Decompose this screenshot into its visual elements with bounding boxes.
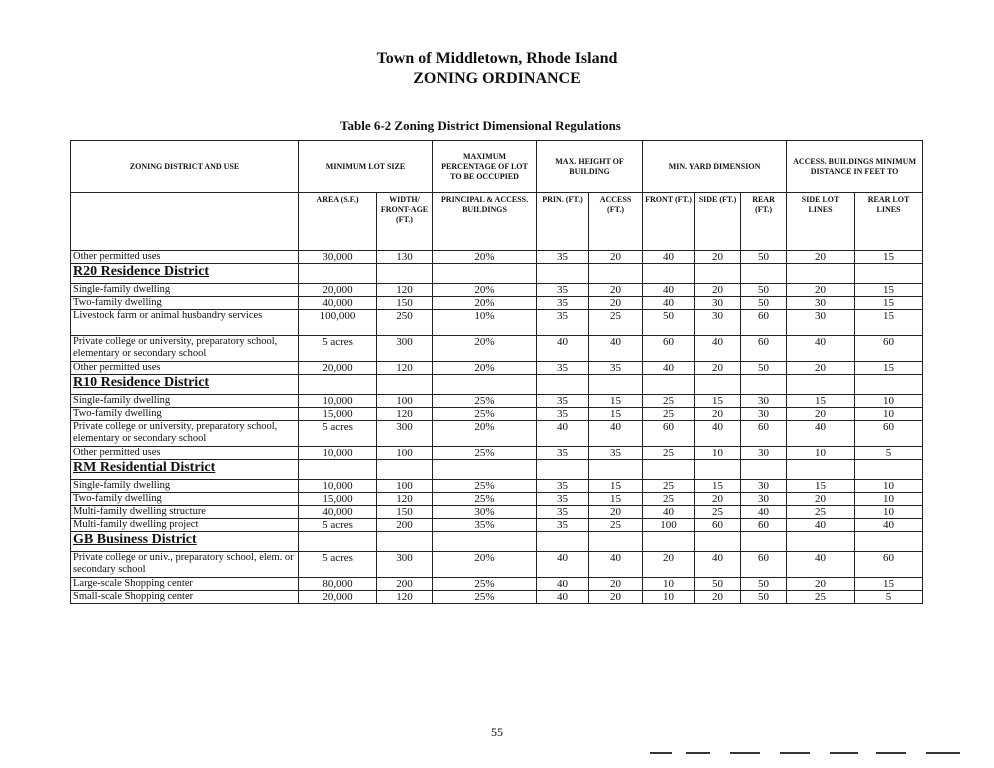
rear-lot-cell: 5 <box>855 447 923 460</box>
side-lot-cell: 20 <box>787 284 855 297</box>
empty-cell <box>377 532 433 552</box>
table-row <box>71 493 923 506</box>
prin-cell: 40 <box>537 591 589 604</box>
side-cell: 20 <box>695 284 741 297</box>
empty-cell <box>433 375 537 395</box>
pct-cell: 25% <box>433 493 537 506</box>
access-cell: 40 <box>589 421 643 447</box>
district-heading: R20 Residence District <box>71 264 299 284</box>
prin-cell: 35 <box>537 251 589 264</box>
access-cell: 15 <box>589 395 643 408</box>
pct-cell: 20% <box>433 297 537 310</box>
zoning-dimensional-table <box>70 140 923 604</box>
side-cell: 20 <box>695 408 741 421</box>
pct-cell: 20% <box>433 336 537 362</box>
prin-cell: 35 <box>537 408 589 421</box>
rear-cell: 50 <box>741 284 787 297</box>
table-row <box>71 447 923 460</box>
rear-cell: 40 <box>741 506 787 519</box>
empty-cell <box>433 264 537 284</box>
access-cell: 20 <box>589 284 643 297</box>
side-lot-cell: 40 <box>787 519 855 532</box>
header-front: FRONT (FT.) <box>643 193 695 251</box>
pct-cell: 35% <box>433 519 537 532</box>
width-cell: 100 <box>377 447 433 460</box>
use-cell: Multi-family dwelling structure <box>71 506 299 519</box>
access-cell: 15 <box>589 493 643 506</box>
access-cell: 20 <box>589 297 643 310</box>
width-cell: 200 <box>377 578 433 591</box>
empty-cell <box>855 264 923 284</box>
use-cell: Private college or university, preparatory school, elementary or secondary school <box>71 336 299 362</box>
side-lot-cell: 25 <box>787 591 855 604</box>
pct-cell: 25% <box>433 578 537 591</box>
table-row <box>71 310 923 336</box>
empty-cell <box>433 460 537 480</box>
prin-cell: 40 <box>537 421 589 447</box>
side-cell: 20 <box>695 591 741 604</box>
access-cell: 25 <box>589 310 643 336</box>
header-rear: REAR (FT.) <box>741 193 787 251</box>
rear-lot-cell: 60 <box>855 336 923 362</box>
empty-cell <box>299 264 377 284</box>
use-cell: Other permitted uses <box>71 251 299 264</box>
area-cell: 5 acres <box>299 336 377 362</box>
side-cell: 20 <box>695 362 741 375</box>
table-caption: Table 6-2 Zoning District Dimensional Regulations <box>340 118 621 133</box>
pct-cell: 25% <box>433 447 537 460</box>
side-cell: 15 <box>695 395 741 408</box>
rear-cell: 30 <box>741 408 787 421</box>
rear-lot-cell: 15 <box>855 297 923 310</box>
rear-lot-cell: 15 <box>855 251 923 264</box>
table-row <box>71 284 923 297</box>
rear-lot-cell: 5 <box>855 591 923 604</box>
side-cell: 50 <box>695 578 741 591</box>
pct-cell: 25% <box>433 395 537 408</box>
width-cell: 130 <box>377 251 433 264</box>
side-cell: 40 <box>695 552 741 578</box>
area-cell: 15,000 <box>299 408 377 421</box>
rear-cell: 30 <box>741 395 787 408</box>
empty-cell <box>537 375 589 395</box>
table-row <box>71 336 923 362</box>
empty-cell <box>299 375 377 395</box>
use-cell: Two-family dwelling <box>71 297 299 310</box>
front-cell: 60 <box>643 421 695 447</box>
header-access-buildings: ACCESS. BUILDINGS MINIMUM DISTANCE IN FEET TO <box>787 141 923 193</box>
rear-cell: 60 <box>741 552 787 578</box>
empty-cell <box>643 532 695 552</box>
rear-lot-cell: 10 <box>855 408 923 421</box>
access-cell: 35 <box>589 447 643 460</box>
empty-cell <box>695 264 741 284</box>
rear-cell: 60 <box>741 519 787 532</box>
pct-cell: 20% <box>433 552 537 578</box>
empty-cell <box>537 460 589 480</box>
side-cell: 60 <box>695 519 741 532</box>
side-lot-cell: 20 <box>787 408 855 421</box>
empty-cell <box>589 264 643 284</box>
empty-cell <box>741 460 787 480</box>
empty-cell <box>643 375 695 395</box>
table-row <box>71 552 923 578</box>
header-max-height: MAX. HEIGHT OF BUILDING <box>537 141 643 193</box>
header-access: ACCESS (FT.) <box>589 193 643 251</box>
rear-cell: 30 <box>741 447 787 460</box>
width-cell: 120 <box>377 591 433 604</box>
area-cell: 40,000 <box>299 297 377 310</box>
table-row <box>71 591 923 604</box>
empty-cell <box>787 532 855 552</box>
empty-cell <box>741 264 787 284</box>
side-cell: 10 <box>695 447 741 460</box>
side-lot-cell: 20 <box>787 362 855 375</box>
side-lot-cell: 40 <box>787 421 855 447</box>
rear-cell: 50 <box>741 251 787 264</box>
front-cell: 25 <box>643 395 695 408</box>
front-cell: 100 <box>643 519 695 532</box>
prin-cell: 35 <box>537 297 589 310</box>
front-cell: 25 <box>643 480 695 493</box>
pct-cell: 20% <box>433 421 537 447</box>
empty-cell <box>695 460 741 480</box>
width-cell: 120 <box>377 408 433 421</box>
rear-cell: 60 <box>741 310 787 336</box>
document-ordinance-title: ZONING ORDINANCE <box>413 70 581 87</box>
side-lot-cell: 25 <box>787 506 855 519</box>
prin-cell: 35 <box>537 284 589 297</box>
header-row-top <box>71 141 923 193</box>
width-cell: 120 <box>377 493 433 506</box>
area-cell: 15,000 <box>299 493 377 506</box>
prin-cell: 40 <box>537 552 589 578</box>
access-cell: 20 <box>589 591 643 604</box>
area-cell: 10,000 <box>299 447 377 460</box>
header-use: ZONING DISTRICT AND USE <box>71 141 299 193</box>
prin-cell: 35 <box>537 506 589 519</box>
access-cell: 20 <box>589 578 643 591</box>
rear-lot-cell: 15 <box>855 284 923 297</box>
width-cell: 300 <box>377 552 433 578</box>
access-cell: 25 <box>589 519 643 532</box>
empty-cell <box>537 264 589 284</box>
side-cell: 20 <box>695 493 741 506</box>
prin-cell: 40 <box>537 336 589 362</box>
empty-cell <box>377 264 433 284</box>
use-cell: Multi-family dwelling project <box>71 519 299 532</box>
empty-cell <box>741 375 787 395</box>
pct-cell: 25% <box>433 408 537 421</box>
header-area: AREA (S.F.) <box>299 193 377 251</box>
table-row <box>71 362 923 375</box>
table-row <box>71 421 923 447</box>
front-cell: 25 <box>643 493 695 506</box>
empty-cell <box>299 460 377 480</box>
district-heading: R10 Residence District <box>71 375 299 395</box>
side-cell: 30 <box>695 310 741 336</box>
prin-cell: 35 <box>537 310 589 336</box>
empty-cell <box>855 375 923 395</box>
empty-cell <box>695 375 741 395</box>
use-cell: Single-family dwelling <box>71 284 299 297</box>
rear-cell: 30 <box>741 480 787 493</box>
table-row <box>71 297 923 310</box>
rear-cell: 60 <box>741 336 787 362</box>
pct-cell: 10% <box>433 310 537 336</box>
side-cell: 20 <box>695 251 741 264</box>
area-cell: 40,000 <box>299 506 377 519</box>
side-lot-cell: 15 <box>787 480 855 493</box>
header-max-percentage: MAXIMUM PERCENTAGE OF LOT TO BE OCCUPIED <box>433 141 537 193</box>
rear-cell: 30 <box>741 493 787 506</box>
empty-cell <box>787 375 855 395</box>
page-number: 55 <box>491 725 503 739</box>
side-cell: 15 <box>695 480 741 493</box>
header-min-lot-size: MINIMUM LOT SIZE <box>299 141 433 193</box>
area-cell: 10,000 <box>299 395 377 408</box>
header-prin: PRIN. (FT.) <box>537 193 589 251</box>
empty-cell <box>433 532 537 552</box>
pct-cell: 30% <box>433 506 537 519</box>
header-side-lot-lines: SIDE LOT LINES <box>787 193 855 251</box>
width-cell: 100 <box>377 480 433 493</box>
rear-lot-cell: 60 <box>855 552 923 578</box>
access-cell: 40 <box>589 336 643 362</box>
use-cell: Two-family dwelling <box>71 493 299 506</box>
header-rear-lot-lines: REAR LOT LINES <box>855 193 923 251</box>
front-cell: 20 <box>643 552 695 578</box>
use-cell: Single-family dwelling <box>71 395 299 408</box>
side-lot-cell: 40 <box>787 336 855 362</box>
empty-cell <box>377 375 433 395</box>
prin-cell: 35 <box>537 480 589 493</box>
table-row <box>71 506 923 519</box>
district-heading: GB Business District <box>71 532 299 552</box>
empty-cell <box>537 532 589 552</box>
header-width: WIDTH/ FRONT-AGE (FT.) <box>377 193 433 251</box>
width-cell: 300 <box>377 336 433 362</box>
side-lot-cell: 10 <box>787 447 855 460</box>
rear-cell: 60 <box>741 421 787 447</box>
empty-cell <box>787 264 855 284</box>
empty-cell <box>643 460 695 480</box>
side-cell: 25 <box>695 506 741 519</box>
prin-cell: 35 <box>537 395 589 408</box>
district-heading-row <box>71 532 923 552</box>
side-lot-cell: 20 <box>787 251 855 264</box>
front-cell: 40 <box>643 506 695 519</box>
area-cell: 10,000 <box>299 480 377 493</box>
pct-cell: 25% <box>433 480 537 493</box>
area-cell: 20,000 <box>299 591 377 604</box>
access-cell: 35 <box>589 362 643 375</box>
access-cell: 15 <box>589 480 643 493</box>
empty-cell <box>741 532 787 552</box>
use-cell: Small-scale Shopping center <box>71 591 299 604</box>
front-cell: 40 <box>643 362 695 375</box>
rear-cell: 50 <box>741 297 787 310</box>
use-cell: Two-family dwelling <box>71 408 299 421</box>
area-cell: 5 acres <box>299 519 377 532</box>
header-side: SIDE (FT.) <box>695 193 741 251</box>
rear-lot-cell: 10 <box>855 395 923 408</box>
width-cell: 120 <box>377 284 433 297</box>
header-use-blank <box>71 193 299 251</box>
header-min-yard: MIN. YARD DIMENSION <box>643 141 787 193</box>
width-cell: 150 <box>377 297 433 310</box>
front-cell: 40 <box>643 297 695 310</box>
use-cell: Other permitted uses <box>71 362 299 375</box>
width-cell: 100 <box>377 395 433 408</box>
prin-cell: 35 <box>537 519 589 532</box>
side-cell: 40 <box>695 421 741 447</box>
access-cell: 20 <box>589 251 643 264</box>
table-row <box>71 480 923 493</box>
side-lot-cell: 40 <box>787 552 855 578</box>
use-cell: Livestock farm or animal husbandry services <box>71 310 299 336</box>
side-cell: 40 <box>695 336 741 362</box>
table-row <box>71 519 923 532</box>
prin-cell: 35 <box>537 362 589 375</box>
area-cell: 20,000 <box>299 362 377 375</box>
rear-lot-cell: 10 <box>855 506 923 519</box>
empty-cell <box>643 264 695 284</box>
rear-lot-cell: 15 <box>855 362 923 375</box>
header-principal-access: PRINCIPAL & ACCESS. BUILDINGS <box>433 193 537 251</box>
empty-cell <box>589 375 643 395</box>
empty-cell <box>589 460 643 480</box>
side-cell: 30 <box>695 297 741 310</box>
front-cell: 40 <box>643 251 695 264</box>
table-row <box>71 408 923 421</box>
header-row-sub <box>71 193 923 251</box>
area-cell: 80,000 <box>299 578 377 591</box>
front-cell: 25 <box>643 408 695 421</box>
empty-cell <box>855 460 923 480</box>
rear-lot-cell: 60 <box>855 421 923 447</box>
use-cell: Other permitted uses <box>71 447 299 460</box>
document-town-title: Town of Middletown, Rhode Island <box>376 50 618 67</box>
prin-cell: 35 <box>537 493 589 506</box>
front-cell: 10 <box>643 578 695 591</box>
rear-cell: 50 <box>741 578 787 591</box>
rear-lot-cell: 40 <box>855 519 923 532</box>
side-lot-cell: 15 <box>787 395 855 408</box>
use-cell: Large-scale Shopping center <box>71 578 299 591</box>
width-cell: 150 <box>377 506 433 519</box>
empty-cell <box>787 460 855 480</box>
front-cell: 60 <box>643 336 695 362</box>
width-cell: 120 <box>377 362 433 375</box>
pct-cell: 25% <box>433 591 537 604</box>
area-cell: 5 acres <box>299 421 377 447</box>
use-cell: Private college or university, preparatory school, elementary or secondary school <box>71 421 299 447</box>
rear-cell: 50 <box>741 591 787 604</box>
table-row <box>71 395 923 408</box>
empty-cell <box>299 532 377 552</box>
front-cell: 40 <box>643 284 695 297</box>
rear-lot-cell: 10 <box>855 493 923 506</box>
empty-cell <box>855 532 923 552</box>
rear-lot-cell: 15 <box>855 310 923 336</box>
district-heading: RM Residential District <box>71 460 299 480</box>
use-cell: Single-family dwelling <box>71 480 299 493</box>
empty-cell <box>589 532 643 552</box>
pct-cell: 20% <box>433 362 537 375</box>
access-cell: 20 <box>589 506 643 519</box>
area-cell: 5 acres <box>299 552 377 578</box>
area-cell: 100,000 <box>299 310 377 336</box>
district-heading-row <box>71 264 923 284</box>
width-cell: 200 <box>377 519 433 532</box>
empty-cell <box>377 460 433 480</box>
area-cell: 20,000 <box>299 284 377 297</box>
table-row <box>71 578 923 591</box>
side-lot-cell: 30 <box>787 297 855 310</box>
prin-cell: 35 <box>537 447 589 460</box>
rear-lot-cell: 15 <box>855 578 923 591</box>
rear-lot-cell: 10 <box>855 480 923 493</box>
width-cell: 250 <box>377 310 433 336</box>
area-cell: 30,000 <box>299 251 377 264</box>
table-row <box>71 251 923 264</box>
pct-cell: 20% <box>433 284 537 297</box>
access-cell: 40 <box>589 552 643 578</box>
width-cell: 300 <box>377 421 433 447</box>
empty-cell <box>695 532 741 552</box>
pct-cell: 20% <box>433 251 537 264</box>
rear-cell: 50 <box>741 362 787 375</box>
side-lot-cell: 20 <box>787 578 855 591</box>
prin-cell: 40 <box>537 578 589 591</box>
access-cell: 15 <box>589 408 643 421</box>
use-cell: Private college or univ., preparatory school, elem. or secondary school <box>71 552 299 578</box>
district-heading-row <box>71 375 923 395</box>
district-heading-row <box>71 460 923 480</box>
front-cell: 10 <box>643 591 695 604</box>
table-body <box>71 251 923 604</box>
front-cell: 25 <box>643 447 695 460</box>
side-lot-cell: 20 <box>787 493 855 506</box>
front-cell: 50 <box>643 310 695 336</box>
side-lot-cell: 30 <box>787 310 855 336</box>
scan-artifact-dashes <box>650 752 970 756</box>
